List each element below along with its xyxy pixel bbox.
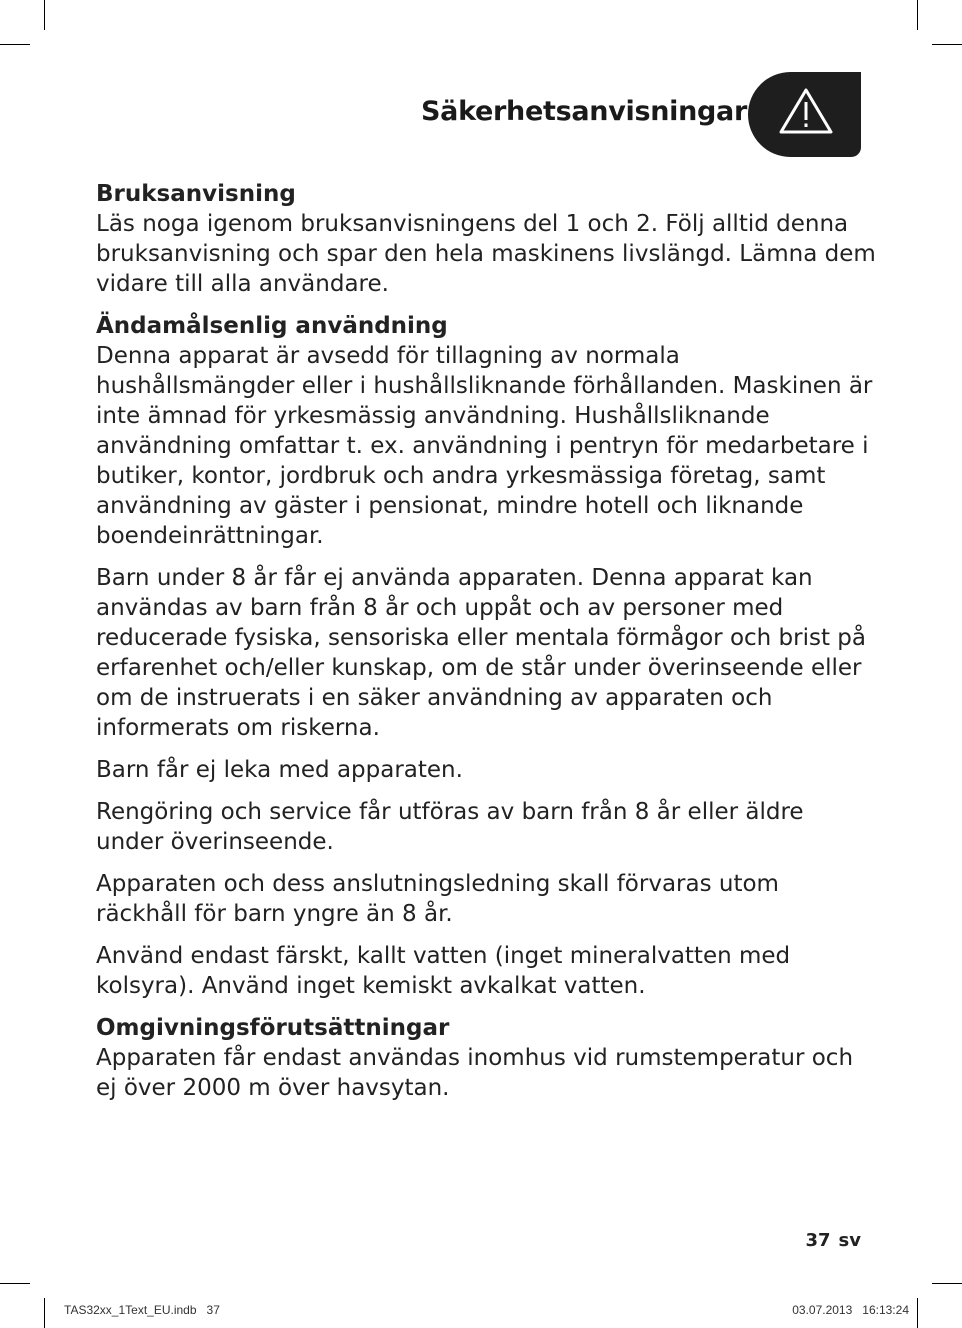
paragraph: Denna apparat är avsedd för tillagning av normala hushållsmängder eller i hushållsliknande förhållanden. Maskinen är inte ämnad för yrkesmässig användning. Hushållsliknande användning omfattar t. ex. användning i pentryn för medarbetare i butiker, kontor, jordbruk och andra yrkesmässiga företag, samt användning av gäster i pensionat, mindre hotell och liknande boendeinrättningar. [96,343,873,549]
print-timestamp: 03.07.2013 16:13:24 [792,1303,909,1317]
main-content [96,179,876,1115]
section-heading: Omgivningsförutsättningar [96,1015,450,1041]
section-bruksanvisning [96,179,876,299]
paragraph: Använd endast färskt, kallt vatten (inget mineralvatten med kolsyra). Använd inget kemiskt avkalkat vatten. [96,943,791,999]
crop-mark [917,1298,918,1328]
crop-mark [932,44,962,45]
section-heading: Bruksanvisning [96,181,296,207]
paragraph-block [96,563,876,743]
crop-mark [44,0,45,30]
page-language: sv [838,1230,861,1251]
paragraph-block [96,869,876,929]
print-file-info: TAS32xx_1Text_EU.indb 37 [64,1303,220,1317]
section-omgivningsforutsattningar [96,1013,876,1103]
page-number-value: 37 [805,1230,831,1251]
paragraph: Apparaten och dess anslutningsledning skall förvaras utom räckhåll för barn yngre än 8 år. [96,871,779,927]
page-title: Säkerhetsanvisningar [421,96,747,127]
paragraph: Barn under 8 år får ej använda apparaten. Denna apparat kan användas av barn från 8 år och uppåt och av personer med reducerade fysiska, sensoriska eller mentala förmågor och brist på erfarenhet och/eller kunskap, om de står under överinseende eller om de instruerats i en säker användning av apparaten och informerats om riskerna. [96,565,866,741]
paragraph: Läs noga igenom bruksanvisningens del 1 och 2. Följ alltid denna bruksanvisning och spar den hela maskinens livslängd. Lämna dem vidare till alla användare. [96,211,876,297]
paragraph-block [96,755,876,785]
paragraph: Apparaten får endast användas inomhus vid rumstemperatur och ej över 2000 m över havsytan. [96,1045,854,1101]
paragraph: Barn får ej leka med apparaten. [96,757,463,783]
paragraph-block [96,797,876,857]
warning-tab [748,72,861,157]
crop-mark [917,0,918,30]
section-andamalsenlig-anvandning [96,311,876,551]
paragraph: Rengöring och service får utföras av barn från 8 år eller äldre under överinseende. [96,799,804,855]
crop-mark [932,1283,962,1284]
crop-mark [0,1283,30,1284]
section-heading: Ändamålsenlig användning [96,313,448,339]
warning-triangle-icon [778,86,834,136]
crop-mark [44,1298,45,1328]
crop-mark [0,44,30,45]
page-number [805,1230,861,1251]
paragraph-block [96,941,876,1001]
